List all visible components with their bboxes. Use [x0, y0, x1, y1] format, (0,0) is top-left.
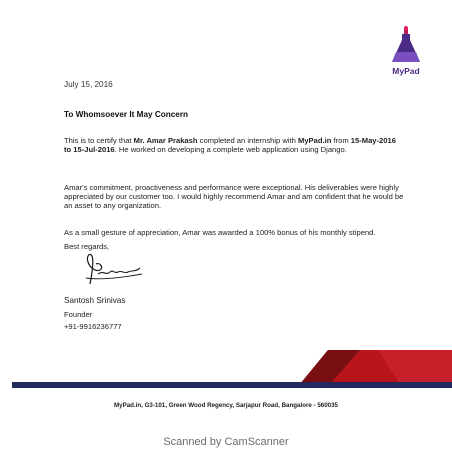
- signatory-name: Santosh Srinivas: [64, 296, 126, 305]
- salutation: To Whomsoever It May Concern: [64, 110, 189, 119]
- para1-text-4: . He worked on developing a complete web application using Django.: [114, 145, 347, 155]
- footer-banner: [0, 346, 452, 396]
- para1-text-3: from: [331, 136, 351, 145]
- flask-logo-icon: [380, 26, 432, 66]
- internship-dates: 15-May-2016 to 15-Jul-2016: [64, 136, 396, 155]
- company-address: MyPad.in, G3-101, Green Wood Regency, Sarjapur Road, Bangalore - 560035: [114, 402, 338, 409]
- signatory-title: Founder: [64, 310, 93, 319]
- scanner-watermark: Scanned by CamScanner: [163, 436, 289, 448]
- signatory-phone: +91-9916236777: [64, 322, 122, 331]
- paragraph-recommendation: Amar's commitment, proactiveness and performance were exceptional. His deliverables were highly appreciated by our customer too. I would highly recommend Amar and am confident that he would be an asset to any organization.: [64, 183, 404, 211]
- company-logo: [380, 26, 432, 78]
- para1-text-1: This is to certify that: [64, 136, 134, 145]
- closing-line: Best regards,: [64, 242, 110, 251]
- handwritten-signature: [80, 250, 144, 288]
- paragraph-bonus: As a small gesture of appreciation, Amar was awarded a 100% bonus of his monthly stipend.: [64, 228, 376, 237]
- letter-date: July 15, 2016: [64, 80, 113, 89]
- logo-wordmark: MyPad: [392, 66, 420, 76]
- paragraph-certification: [64, 136, 404, 154]
- company-name: MyPad.in: [298, 136, 332, 145]
- intern-name: Mr. Amar Prakash: [133, 136, 198, 145]
- para1-text-2: completed an internship with: [197, 136, 298, 145]
